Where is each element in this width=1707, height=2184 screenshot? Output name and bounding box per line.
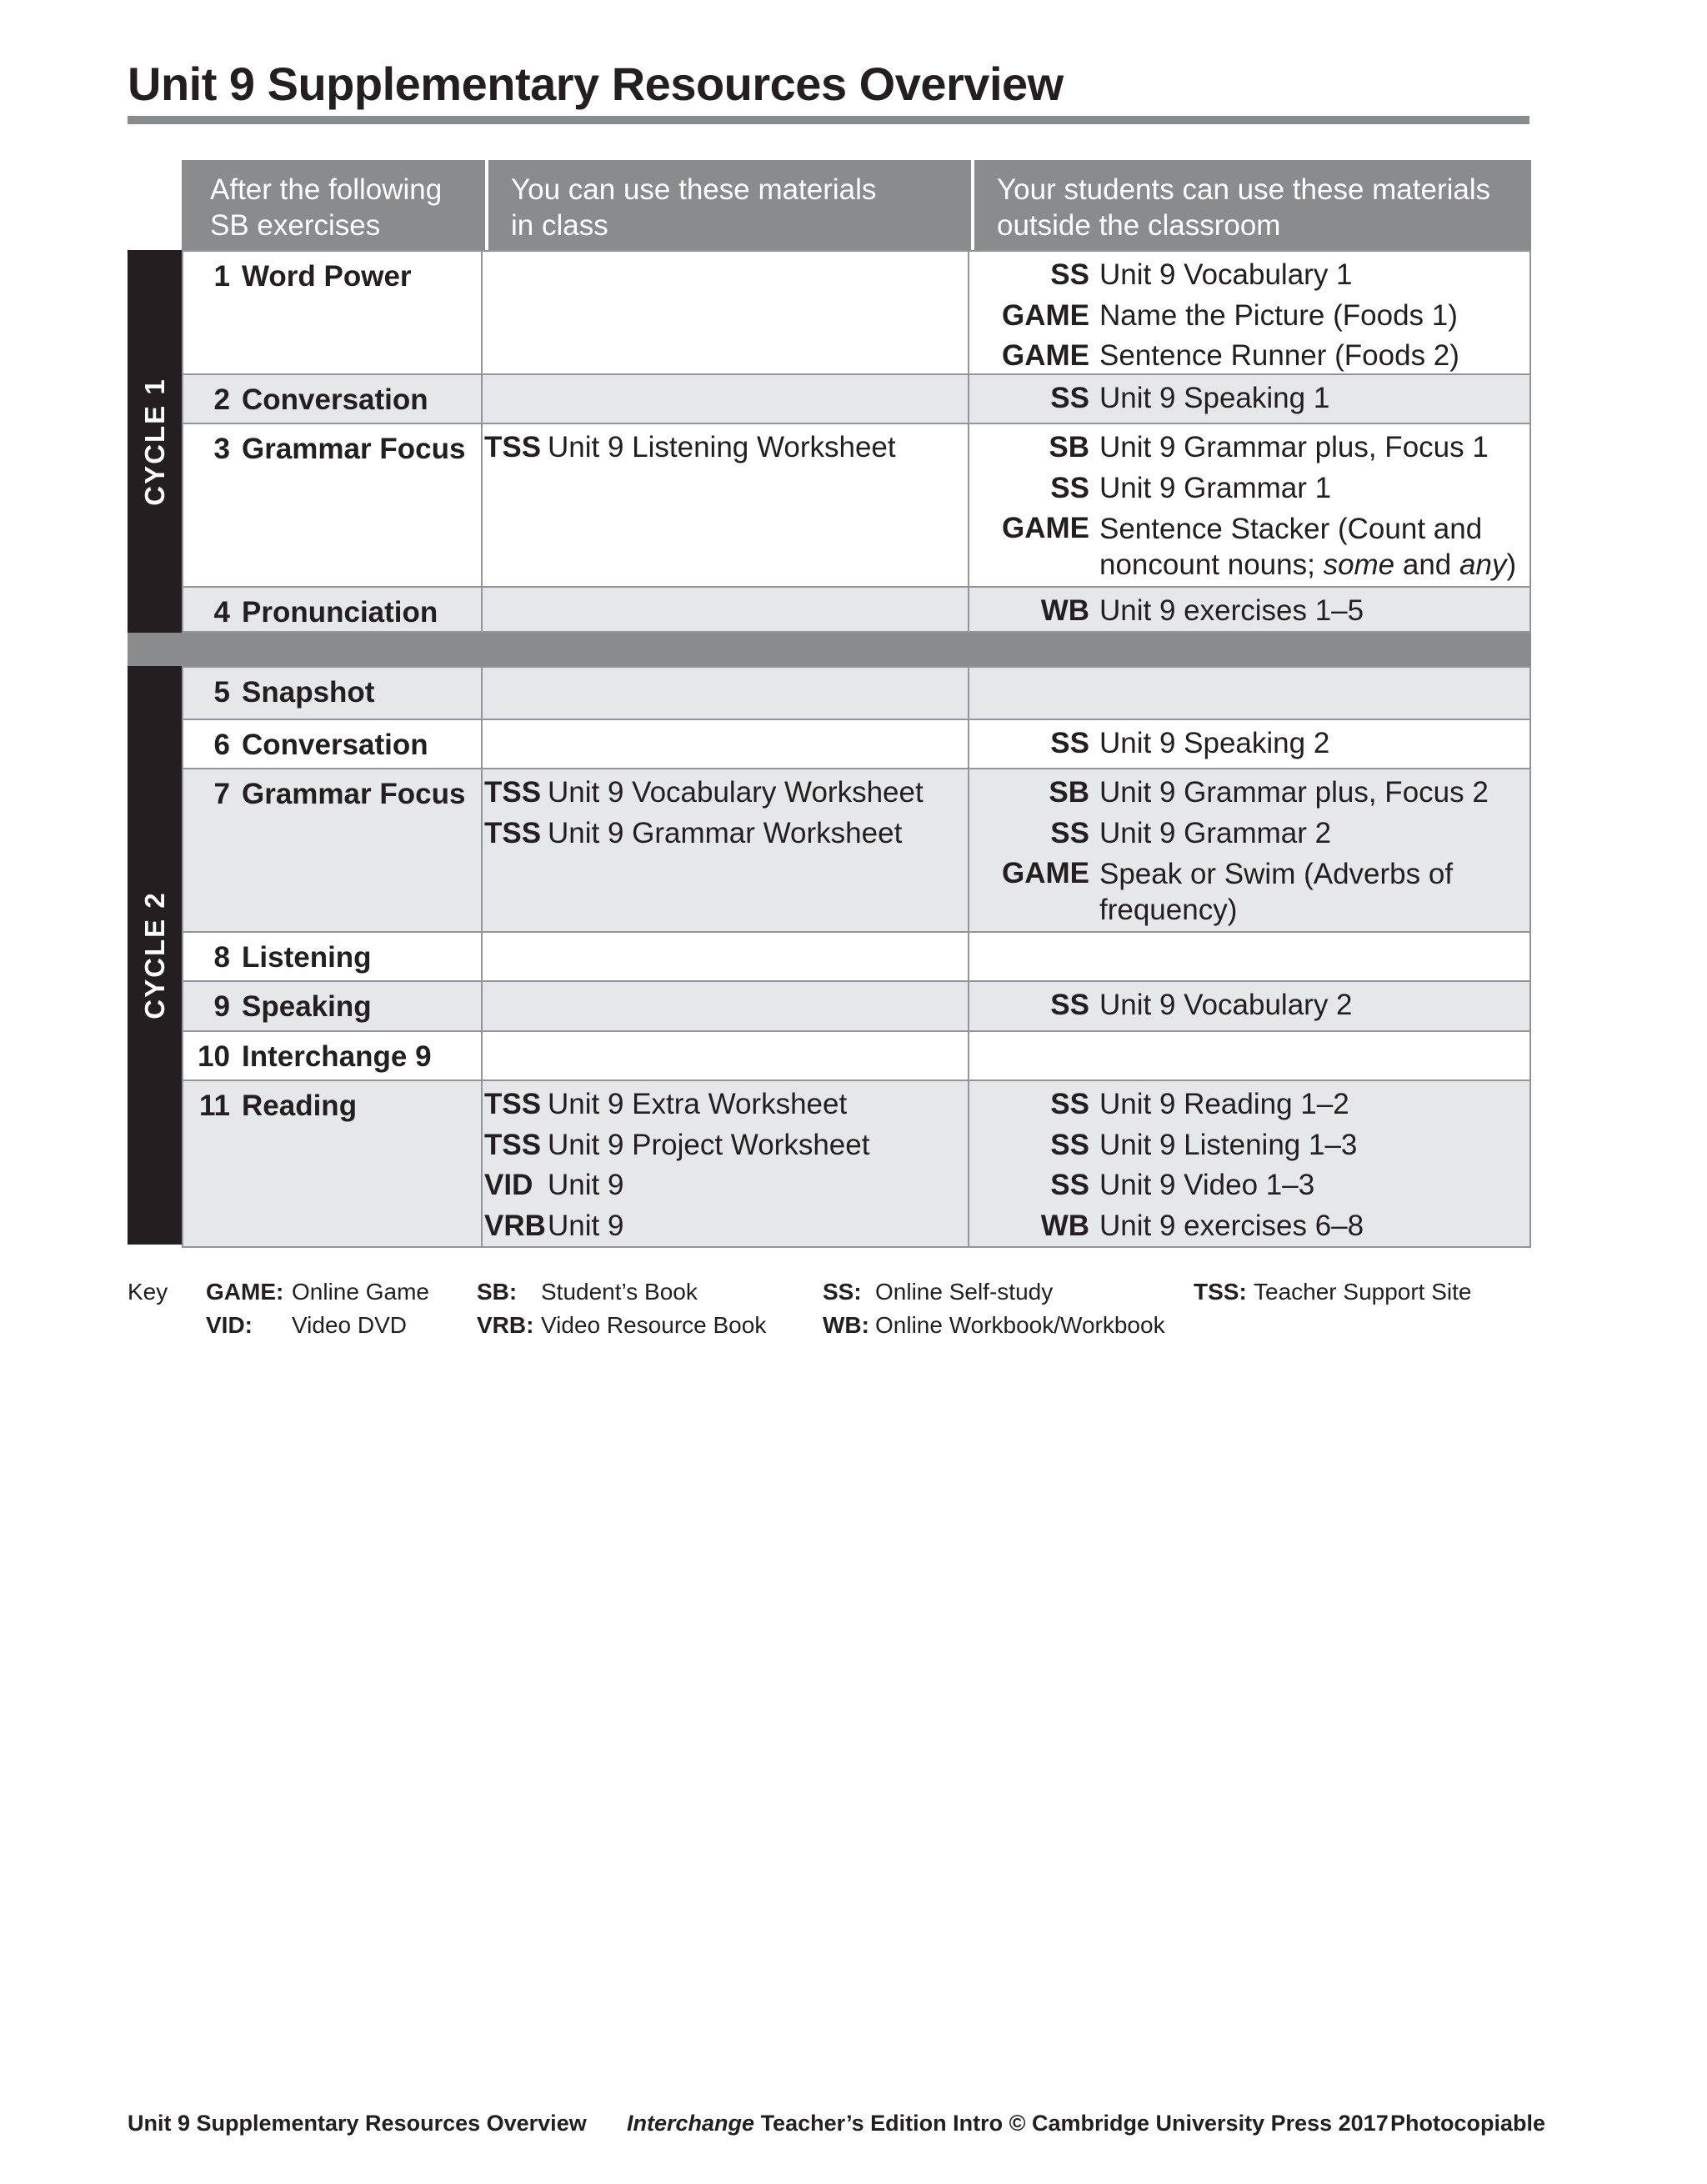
key-description: Online Game [292, 1279, 429, 1305]
resource-code: TSS [484, 776, 542, 809]
resource-code: SB [1049, 776, 1089, 809]
header-col-in-class: You can use these materials in class [511, 173, 877, 242]
key-description: Video Resource Book [541, 1312, 767, 1338]
resource-text: Unit 9 exercises 6–8 [1099, 1209, 1364, 1242]
resource-code: GAME [1002, 298, 1089, 332]
resource-entry [971, 336, 1459, 377]
key-item [206, 1275, 429, 1309]
footer-middle: Teacher’s Edition Intro © Cambridge University Press 2017 [760, 2111, 1389, 2136]
exercise-number: 8 [213, 941, 230, 974]
column-divider [968, 668, 969, 719]
resource-entry [971, 854, 1489, 928]
key-item [823, 1275, 1053, 1309]
exercise-number: 9 [213, 990, 230, 1023]
resource-entry [484, 1084, 869, 1125]
resource-entry [971, 378, 1329, 419]
resource-code: VRB [484, 1209, 546, 1242]
resource-text: Speak or Swim (Adverbs of frequency) [1099, 858, 1454, 926]
column-divider [968, 933, 969, 980]
key-description: Online Self-study [875, 1279, 1054, 1305]
resource-code: SB [1049, 431, 1089, 463]
resource-code: SS [1050, 1169, 1089, 1201]
resource-entry [971, 814, 1489, 854]
exercise-number: 5 [213, 676, 230, 709]
table-row [182, 424, 1531, 588]
key-description: Online Workbook/Workbook [875, 1312, 1165, 1338]
key-item [477, 1275, 698, 1309]
resource-code: SS [1050, 989, 1089, 1021]
column-divider [968, 769, 969, 931]
exercise-name: Grammar Focus [242, 433, 466, 465]
resource-entry [971, 468, 1516, 509]
key-abbreviation: GAME: [206, 1279, 284, 1305]
exercise-cell [193, 729, 428, 762]
exercise-name: Grammar Focus [242, 778, 466, 810]
table-row [182, 982, 1531, 1032]
resource-text: Unit 9 [548, 1169, 624, 1201]
resource-code: SS [1050, 471, 1089, 504]
exercise-cell [193, 1040, 432, 1074]
in-class-cell [484, 1084, 869, 1246]
resource-entry [484, 428, 896, 468]
footer-copyright [627, 2111, 1389, 2136]
key-abbreviation: SB: [477, 1279, 518, 1305]
resource-entry [971, 1125, 1364, 1166]
column-divider [968, 1032, 969, 1079]
key-abbreviation: TSS: [1194, 1279, 1247, 1305]
exercise-name: Conversation [242, 383, 428, 416]
exercise-name: Word Power [242, 260, 412, 293]
column-divider [481, 1032, 483, 1079]
table-row [182, 933, 1531, 982]
exercise-name: Conversation [242, 729, 428, 761]
in-class-cell [484, 428, 896, 468]
exercise-number: 2 [213, 383, 230, 416]
resource-entry [971, 296, 1459, 337]
outside-cell [971, 378, 1329, 419]
table-row [182, 666, 1531, 720]
cycle-1-label: CYCLE 1 [138, 377, 170, 506]
exercise-number: 6 [213, 729, 230, 761]
resource-entry [971, 724, 1329, 764]
cycle-divider [128, 633, 1531, 666]
resource-text: Unit 9 Grammar 1 [1099, 471, 1332, 504]
resource-code: SS [1050, 382, 1089, 414]
key-item [1194, 1275, 1472, 1309]
in-class-cell [484, 773, 924, 854]
resource-code: SS [1050, 258, 1089, 291]
exercise-cell [193, 596, 438, 629]
exercise-cell [193, 260, 412, 293]
resource-text: Unit 9 Listening Worksheet [548, 431, 896, 463]
resource-code: TSS [484, 816, 542, 849]
column-divider [481, 933, 483, 980]
resource-entry [971, 508, 1516, 583]
outside-cell [971, 773, 1489, 928]
resource-text: Unit 9 Grammar Worksheet [548, 816, 903, 849]
resource-code: GAME [1002, 857, 1089, 889]
resource-entry [484, 773, 924, 814]
footer-series: Interchange [627, 2111, 755, 2136]
resource-code: SS [1050, 1088, 1089, 1120]
outside-cell [971, 1084, 1364, 1246]
cycle-2-label: CYCLE 2 [138, 891, 170, 1019]
exercise-name: Interchange 9 [242, 1040, 432, 1073]
column-divider [968, 252, 969, 373]
key-label: Key [128, 1279, 168, 1305]
outside-cell [971, 724, 1329, 764]
resource-entry [971, 255, 1459, 296]
resource-text: Unit 9 Grammar plus, Focus 2 [1099, 776, 1489, 809]
page-title: Unit 9 Supplementary Resources Overview [128, 58, 1064, 110]
resource-entry [971, 1206, 1364, 1247]
table-row [182, 1081, 1531, 1248]
column-divider [481, 588, 483, 631]
resource-entry [971, 985, 1353, 1026]
key-description: Student’s Book [541, 1279, 698, 1305]
resource-code: WB [1040, 1209, 1089, 1242]
column-divider [481, 720, 483, 768]
cycle-2-bar [128, 666, 182, 1245]
table-header [182, 160, 1531, 250]
resource-code: GAME [1002, 512, 1089, 544]
column-divider [968, 1081, 969, 1246]
resource-code: TSS [484, 431, 542, 463]
title-rule [128, 116, 1529, 124]
exercise-cell [193, 676, 374, 709]
resource-code: VID [484, 1169, 533, 1201]
column-divider [481, 982, 483, 1030]
resource-text: Unit 9 Speaking 1 [1099, 382, 1330, 414]
key-item [823, 1309, 1165, 1342]
table-row [182, 720, 1531, 769]
key-abbreviation: WB: [823, 1312, 869, 1338]
resource-code: GAME [1002, 339, 1089, 372]
exercise-number: 4 [213, 596, 230, 629]
resource-code: SS [1050, 727, 1089, 759]
exercise-number: 11 [199, 1089, 230, 1122]
exercise-name: Reading [242, 1089, 358, 1122]
resource-text: Unit 9 exercises 1–5 [1099, 594, 1364, 627]
column-divider [968, 982, 969, 1030]
exercise-number: 1 [213, 260, 230, 293]
resource-text: Unit 9 Video 1–3 [1099, 1169, 1315, 1201]
resource-text: Unit 9 [548, 1209, 624, 1242]
footer-right: Photocopiable [1390, 2111, 1546, 2136]
resource-entry [484, 814, 924, 854]
exercise-number: 7 [213, 778, 230, 810]
resource-entry [971, 591, 1364, 632]
exercise-cell [193, 941, 372, 974]
resource-entry [484, 1125, 869, 1166]
column-divider [481, 1081, 483, 1246]
resource-text: Sentence Stacker (Count and noncount nouns; some and any) [1099, 513, 1517, 581]
column-divider [481, 375, 483, 423]
table-row [182, 769, 1531, 933]
column-divider [968, 588, 969, 631]
outside-cell [971, 985, 1353, 1026]
exercise-cell [193, 990, 372, 1024]
resource-text: Unit 9 Extra Worksheet [548, 1088, 848, 1120]
resource-code: TSS [484, 1128, 542, 1161]
outside-cell [971, 591, 1364, 632]
table-row [182, 375, 1531, 424]
key-abbreviation: SS: [823, 1279, 862, 1305]
exercise-number: 10 [198, 1040, 230, 1073]
resource-text: Sentence Runner (Foods 2) [1099, 339, 1459, 372]
key-description: Video DVD [292, 1312, 408, 1338]
column-divider [968, 375, 969, 423]
resource-code: TSS [484, 1088, 542, 1120]
resource-text: Unit 9 Vocabulary 1 [1099, 258, 1353, 291]
column-divider [481, 424, 483, 586]
outside-cell [971, 255, 1459, 377]
resource-entry [971, 773, 1489, 814]
cycle-1-bar [128, 250, 182, 633]
resource-entry [971, 1165, 1364, 1206]
key-item [206, 1309, 407, 1342]
exercise-name: Snapshot [242, 676, 375, 709]
header-separator [485, 160, 488, 250]
resource-text: Unit 9 Project Worksheet [548, 1128, 870, 1161]
resource-code: WB [1040, 594, 1089, 627]
resource-entry [971, 428, 1516, 468]
column-divider [481, 769, 483, 931]
resource-code: SS [1050, 816, 1089, 849]
resource-text: Unit 9 Speaking 2 [1099, 727, 1330, 759]
resource-text: Name the Picture (Foods 1) [1099, 298, 1458, 332]
table-row [182, 250, 1531, 375]
resource-entry [484, 1165, 869, 1206]
exercise-cell [193, 433, 465, 466]
key-abbreviation: VID: [206, 1312, 253, 1338]
resource-entry [484, 1206, 869, 1247]
column-divider [481, 252, 483, 373]
column-divider [968, 424, 969, 586]
resource-text: Unit 9 Grammar 2 [1099, 816, 1332, 849]
resource-text: Unit 9 Vocabulary Worksheet [548, 776, 924, 809]
outside-cell [971, 428, 1516, 583]
key-item [477, 1309, 766, 1342]
column-divider [968, 720, 969, 768]
resource-code: SS [1050, 1128, 1089, 1161]
column-divider [481, 668, 483, 719]
exercise-name: Pronunciation [242, 596, 438, 629]
resource-text: Unit 9 Vocabulary 2 [1099, 989, 1353, 1021]
exercise-cell [193, 778, 465, 811]
key-abbreviation: VRB: [477, 1312, 534, 1338]
header-separator [971, 160, 974, 250]
resource-text: Unit 9 Listening 1–3 [1099, 1128, 1358, 1161]
exercise-number: 3 [213, 433, 230, 465]
header-col-exercises: After the following SB exercises [210, 173, 443, 242]
footer-left: Unit 9 Supplementary Resources Overview [128, 2111, 587, 2136]
header-col-outside: Your students can use these materials outside the classroom [997, 173, 1491, 242]
exercise-name: Speaking [242, 990, 372, 1023]
resource-text: Unit 9 Reading 1–2 [1099, 1088, 1349, 1120]
resource-text: Unit 9 Grammar plus, Focus 1 [1099, 431, 1489, 463]
table-row [182, 588, 1531, 633]
exercise-cell [193, 1089, 357, 1123]
exercise-name: Listening [242, 941, 372, 974]
exercise-cell [193, 383, 428, 417]
table-row [182, 1032, 1531, 1081]
key-description: Teacher Support Site [1254, 1279, 1472, 1305]
resource-entry [971, 1084, 1364, 1125]
